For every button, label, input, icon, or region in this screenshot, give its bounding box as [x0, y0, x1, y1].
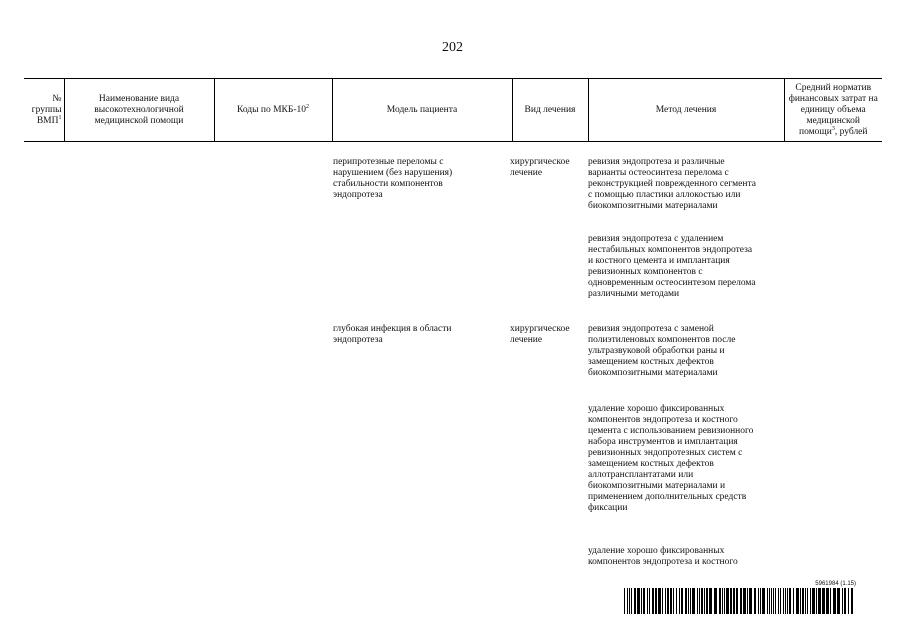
- treatment-type-cell: хирургическое лечение: [510, 324, 570, 345]
- treatment-method-cell: удаление хорошо фиксированных компонентов эндопротеза и костного: [588, 546, 738, 567]
- treatment-method-cell: ревизия эндопротеза с удалением нестабильных компонентов эндопротеза и костного цемента и имплантация ревизионных компонентов с одновременным остеосинтезом перелома различными методами: [588, 234, 756, 299]
- col-icd-codes-header: Коды по МКБ-$10^2$: [214, 79, 332, 142]
- page-number: 202: [442, 40, 463, 55]
- col-patient-model-header: Модель пациента: [332, 79, 512, 142]
- barcode-bars: [624, 588, 856, 614]
- table-header: [24, 78, 882, 142]
- treatment-method-cell: ревизия эндопротеза и различные варианты остеосинтеза перелома с реконструкцией поврежденного сегмента с помощью пластики аллокостью или биокомпозитными материалами: [588, 157, 756, 211]
- patient-model-cell: перипротезные переломы с нарушением (без нарушения) стабильности компонентов эндопротеза: [333, 157, 453, 200]
- barcode: [624, 581, 856, 614]
- col-treatment-method-header: Метод лечения: [588, 79, 784, 142]
- treatment-type-cell: хирургическое лечение: [510, 157, 570, 178]
- treatment-method-cell: удаление хорошо фиксированных компонентов эндопротеза и костного цемента с использованием ревизионного набора инструментов и имплантация ревизионных эндопротезных систем с замещением костных дефектов аллотрансплантатами или биокомпозитными материалами и применением дополнительных средств фиксации: [588, 404, 754, 513]
- treatment-method-cell: ревизия эндопротеза с заменой полиэтиленовых компонентов после ультразвуковой обработки раны и замещением костных дефектов биокомпозитными материалами: [588, 324, 736, 378]
- col-cost-norm-header: Средний норматив финансовых затрат на единицу объема медицинской помощи$^3$, рублей: [784, 79, 882, 142]
- col-group-number-header: № группы ВМП$^1$: [24, 79, 64, 142]
- col-care-type-header: Наименование вида высокотехнологичной медицинской помощи: [64, 79, 214, 142]
- barcode-text: 5961984 (1.15): [815, 581, 856, 587]
- patient-model-cell: глубокая инфекция в области эндопротеза: [333, 324, 452, 345]
- col-treatment-type-header: Вид лечения: [512, 79, 588, 142]
